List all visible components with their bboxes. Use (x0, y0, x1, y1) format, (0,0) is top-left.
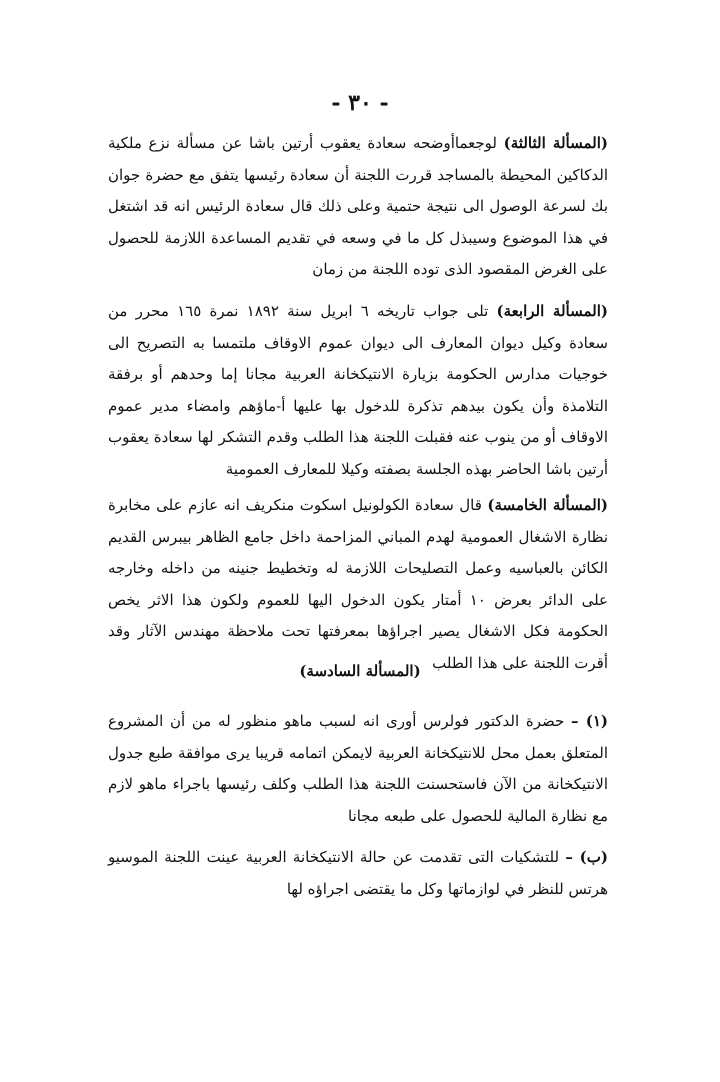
section-six-item-b-marker: (ب) – (565, 848, 608, 866)
section-six-item-a-paragraph (108, 706, 608, 832)
section-four-title: (المسألة الرابعة) (496, 302, 608, 320)
section-six-item-b-text: للتشكيات التى تقدمت عن حالة الانتيكخانة العربية عينت اللجنة الموسيو هرتس للنظر في لوازماتها وكل ما يقتضى اجراؤه لها (108, 848, 608, 898)
section-three-paragraph (108, 128, 608, 286)
section-five (108, 490, 608, 679)
section-three-title: (المسألة الثالثة) (503, 134, 608, 152)
section-six-item-b-paragraph (108, 842, 608, 905)
page-number: - ٣٠ - (331, 90, 389, 116)
section-six-item-a (108, 706, 608, 832)
section-five-title: (المسألة الخامسة) (487, 496, 608, 514)
section-three-text: لوجعماأوضحه سعادة يعقوب أرتين باشا عن مسألة نزع ملكية الدكاكين المحيطة بالمساجد قررت اللجنة أن سعادة رئيسها يتفق مع حضرة جوان بك لسرعة الوصول الى نتيجة حتمية وعلى ذلك قال سعادة الرئيس انه قد اشتغل في هذا الموضوع وسيبذل كل ما في وسعه في تقديم المساعدة اللازمة للحصول على الغرض المقصود الذى توده اللجنة من زمان (108, 134, 608, 278)
section-six-heading: (المسألة السادسة) (299, 662, 421, 680)
section-six-item-a-text: حضرة الدكتور فولرس أورى انه لسبب ماهو منظور له من أن المشروع المتعلق بعمل محل للانتيكخانة العربية لايمكن اتمامه قريبا يرى موافقة طبع جدول الانتيكخانة من الآن فاستحسنت اللجنة هذا الطلب وكلف رئيسها باجراء ماهو لازم مع نظارة المالية للحصول على طبعه مجانا (108, 712, 608, 825)
section-six-item-b (108, 842, 608, 905)
section-four-paragraph (108, 296, 608, 485)
section-five-text: قال سعادة الكولونيل اسكوت منكريف انه عازم على مخابرة نظارة الاشغال العمومية لهدم المباني المزاحمة داخل جامع الظاهر بيبرس القديم الكائن بالعباسيه وعمل التصليحات اللازمة له وتخطيط جنينه من داخله وخارجه على الدائر بعرض ١٠ أمتار يكون الدخول اليها للعموم ولكون هذا الاثر يخص الحكومة فكل الاشغال يصير اجراؤها بمعرفتها تحت ملاحظة مهندس الآثار وقد أقرت اللجنة على هذا الطلب (108, 496, 608, 672)
section-five-paragraph (108, 490, 608, 679)
section-six-item-a-marker: (١) – (571, 712, 608, 730)
section-four (108, 296, 608, 485)
section-three (108, 128, 608, 286)
section-four-text: تلى جواب تاريخه ٦ ابريل سنة ١٨٩٢ نمرة ١٦٥ محرر من سعادة وكيل ديوان المعارف الى ديوان عموم الاوقاف ملتمسا به التصريح الى خوجيات مدارس الحكومة بزيارة الانتيكخانة العربية مجانا إما وحدهم أو برفقة التلامذة وأن يكون بيدهم تذكرة للدخول بها عليها أ-ماؤهم وامضاء مدير عموم الاوقاف أو من ينوب عنه فقبلت اللجنة هذا الطلب وقدم التشكر لها سعادة يعقوب أرتين باشا الحاضر بهذه الجلسة بصفته وكيلا للمعارف العمومية (108, 302, 608, 478)
